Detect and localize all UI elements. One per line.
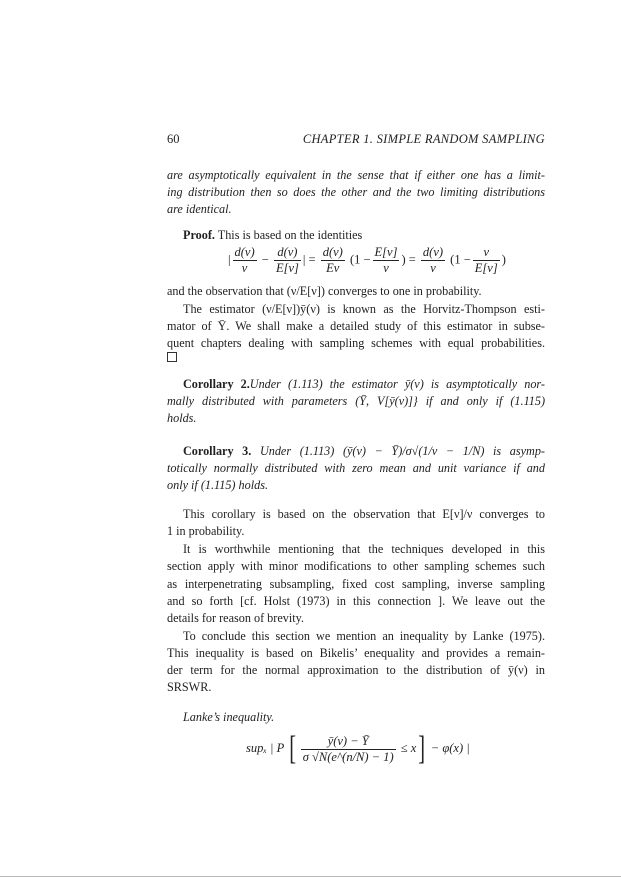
- denominator: E[ν]: [474, 261, 498, 275]
- corollary-line: [167, 444, 545, 459]
- text-line: This corollary is based on the observation that E[ν]/ν converges to: [183, 507, 545, 521]
- eq-sym: −: [261, 252, 269, 267]
- denominator: Eν: [326, 261, 340, 275]
- fraction: [321, 245, 345, 276]
- text-line: are identical.: [167, 202, 232, 216]
- eq-leq: ≤ x: [400, 740, 417, 755]
- identity-equation: [228, 245, 506, 276]
- corollary3-label: Corollary 3.: [183, 444, 252, 458]
- text-line: mally distributed with parameters (Ȳ, V[ȳ(ν)]} if and only if (1.115): [167, 394, 545, 408]
- text-line: and the observation that (ν/E[ν]) converges to one in probability.: [167, 284, 482, 298]
- bracket-open: [: [289, 730, 297, 767]
- fraction: [274, 245, 301, 276]
- denominator: ν: [430, 261, 436, 275]
- page-bottom-border: [0, 876, 621, 877]
- eq-sym: (1 −: [450, 252, 471, 267]
- text-line: der term for the normal approximation to the distribution of ȳ(ν) in: [167, 663, 545, 677]
- corollary2-label: Corollary 2.: [183, 377, 250, 391]
- qed-square-icon: [167, 352, 177, 362]
- denominator: ν: [383, 261, 389, 275]
- text-line: details for reason of brevity.: [167, 611, 304, 625]
- text-line: To conclude this section we mention an inequality by Lanke (1975).: [183, 629, 545, 643]
- lanke-heading: Lanke’s inequality.: [183, 710, 275, 724]
- proof-text: This is based on the identities: [214, 228, 363, 242]
- eq-tail: − φ(x) |: [430, 740, 470, 755]
- numerator: d(ν): [422, 245, 444, 259]
- denominator: E[ν]: [275, 261, 299, 275]
- text-line: quent chapters dealing with sampling schemes with equal probabilities.: [167, 336, 545, 350]
- fraction: [233, 245, 257, 276]
- text-line: are asymptotically equivalent in the sense that if either one has a limit-: [167, 168, 545, 182]
- fraction: [301, 734, 396, 765]
- text-line: The estimator (ν/E[ν])ȳ(ν) is known as the Horvitz-Thompson esti-: [183, 302, 545, 316]
- text-line: It is worthwhile mentioning that the techniques developed in this: [183, 542, 545, 556]
- text-line: and so forth [cf. Holst (1973) in this connection ]. We leave out the: [167, 594, 545, 608]
- text-line: holds.: [167, 411, 197, 425]
- numerator: E[ν]: [374, 245, 398, 259]
- text-line: ing distribution then so does the other and the two limiting distributions: [167, 185, 545, 199]
- eq-sym: (1 −: [349, 252, 371, 267]
- page-number: 60: [167, 132, 180, 146]
- text-line: only if (1.115) holds.: [167, 478, 268, 492]
- eq-sym: | =: [302, 252, 316, 267]
- text-line: This inequality is based on Bikelis’ enequality and provides a remain-: [167, 646, 545, 660]
- proof-label: Proof.: [183, 228, 215, 242]
- eq-sym: |: [228, 252, 231, 267]
- numerator: d(ν): [234, 245, 255, 259]
- fraction: [421, 245, 445, 276]
- corollary-line: [167, 377, 545, 392]
- fraction: [473, 245, 500, 276]
- numerator: d(ν): [274, 245, 301, 261]
- fraction: [373, 245, 400, 276]
- text-line: 1 in probability.: [167, 524, 245, 538]
- text-line: section apply with minor modifications to other sampling schemes such: [167, 559, 545, 573]
- lanke-inequality-equation: [246, 732, 470, 766]
- eq-sym: ) =: [401, 252, 416, 267]
- corollary-text: Under (1.113) the estimator ȳ(ν) is asymptotically nor-: [249, 377, 545, 391]
- text-line: SRSWR.: [167, 680, 212, 694]
- running-header: CHAPTER 1. SIMPLE RANDOM SAMPLING: [302, 132, 545, 146]
- numerator: ȳ(ν) − Ȳ: [301, 734, 396, 750]
- bracket-close: ]: [418, 730, 426, 767]
- text-line: mator of Ȳ. We shall make a detailed study of this estimator in subse-: [167, 319, 545, 333]
- proof-line: [167, 228, 545, 243]
- text-line: totically normally distributed with zero mean and unit variance if and: [167, 461, 545, 475]
- eq-sup: supₓ | P: [246, 740, 285, 755]
- numerator: ν: [473, 245, 500, 261]
- corollary-text: Under (1.113) (ȳ(ν) − Ȳ)/σ√(1/ν − 1/N) is asymp-: [259, 444, 545, 458]
- denominator: σ √N(e^(n/N) − 1): [302, 749, 394, 764]
- eq-sym: ): [501, 252, 506, 267]
- text-line: as interpenetrating subsampling, fixed cost sampling, inverse sampling: [167, 577, 545, 591]
- numerator: d(ν): [322, 245, 343, 259]
- denominator: ν: [241, 261, 248, 275]
